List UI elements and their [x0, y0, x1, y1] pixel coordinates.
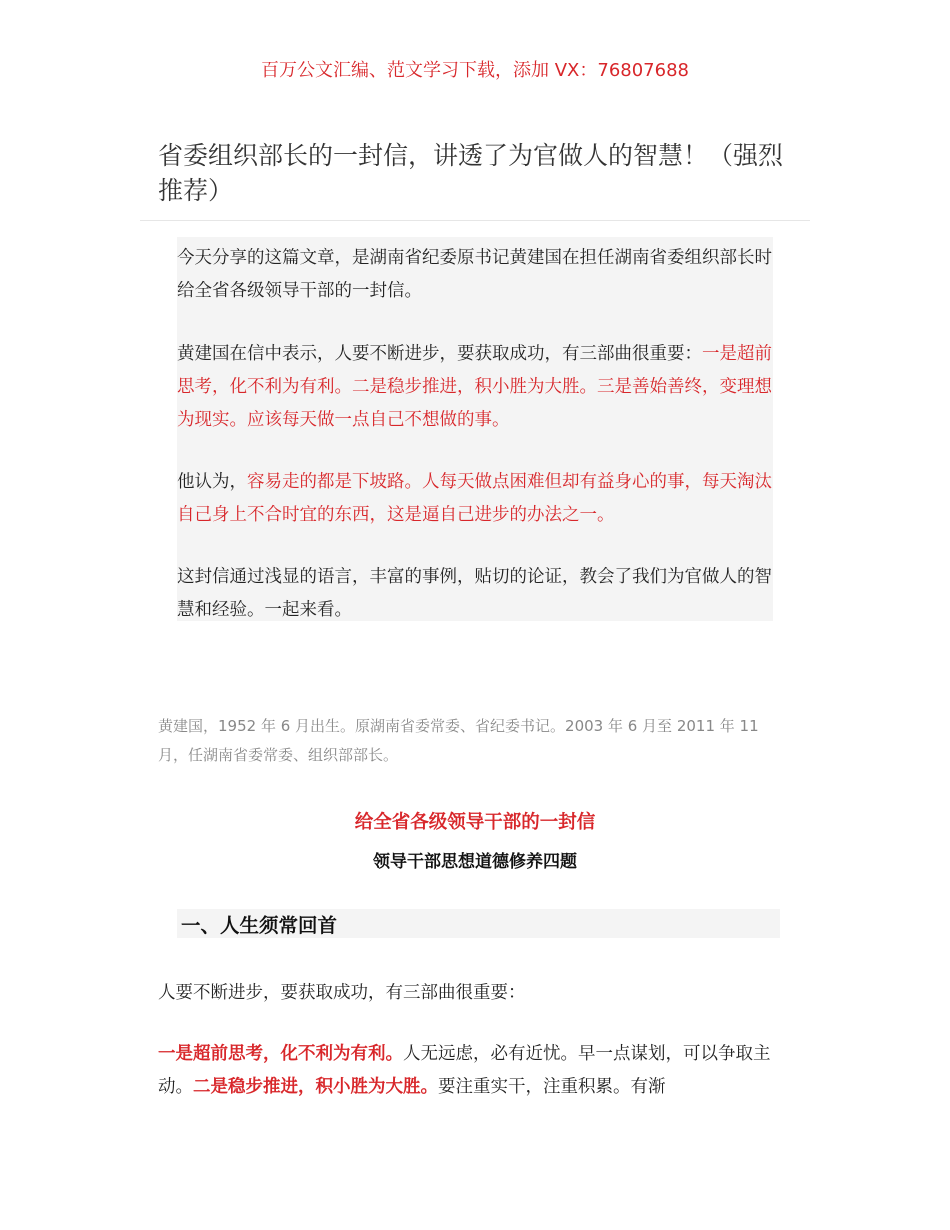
author-bio: 黄建国，1952 年 6 月出生。原湖南省委常委、省纪委书记。2003 年 6 月至 2011 年 11 月，任湖南省委常委、组织部部长。 — [158, 717, 759, 764]
letter-title: 给全省各级领导干部的一封信 — [354, 812, 596, 833]
section-1-lead: 人要不断进步，要获取成功，有三部曲很重要： — [158, 983, 526, 1003]
title-divider — [140, 220, 810, 221]
point-2-bold: 二是稳步推进，积小胜为大胜。 — [193, 1077, 438, 1097]
section-heading-1: 一、人生须常回首 — [181, 914, 338, 937]
intro-paragraph-1: 今天分享的这篇文章，是湖南省纪委原书记黄建国在担任湖南省委组织部长时给全省各级领导干部的一封信。 — [177, 248, 772, 301]
point-2-text: 要注重实干，注重积累。有渐 — [438, 1077, 666, 1097]
intro-paragraph-4: 这封信通过浅显的语言，丰富的事例，贴切的论证，教会了我们为官做人的智慧和经验。一起来看。 — [177, 567, 772, 620]
promo-banner: 百万公文汇编、范文学习下载，添加 VX：76807688 — [261, 60, 689, 81]
section-1-points — [158, 1038, 783, 1104]
intro-paragraph-3-highlight: 容易走的都是下坡路。人每天做点困难但却有益身心的事，每天淘汰自己身上不合时宜的东西，这是逼自己进步的办法之一。 — [177, 472, 772, 525]
intro-paragraph-3-text: 他认为， — [177, 472, 247, 492]
intro-paragraph-2 — [177, 338, 773, 437]
intro-quote-block — [177, 237, 773, 621]
point-1-bold: 一是超前思考，化不利为有利。 — [158, 1044, 403, 1064]
article-title: 省委组织部长的一封信，讲透了为官做人的智慧！（强烈推荐） — [158, 141, 784, 205]
intro-paragraph-3 — [177, 466, 773, 532]
intro-paragraph-2-highlight: 一是超前思考，化不利为有利。二是稳步推进，积小胜为大胜。三是善始善终，变理想为现实。应该每天做一点自己不想做的事。 — [177, 344, 772, 430]
letter-subtitle: 领导干部思想道德修养四题 — [373, 852, 577, 872]
intro-paragraph-2-text: 黄建国在信中表示，人要不断进步，要获取成功，有三部曲很重要： — [177, 344, 702, 364]
point-1-text: 人无远虑，必有近忧。早一点谋划，可以争取主动。 — [158, 1044, 771, 1097]
